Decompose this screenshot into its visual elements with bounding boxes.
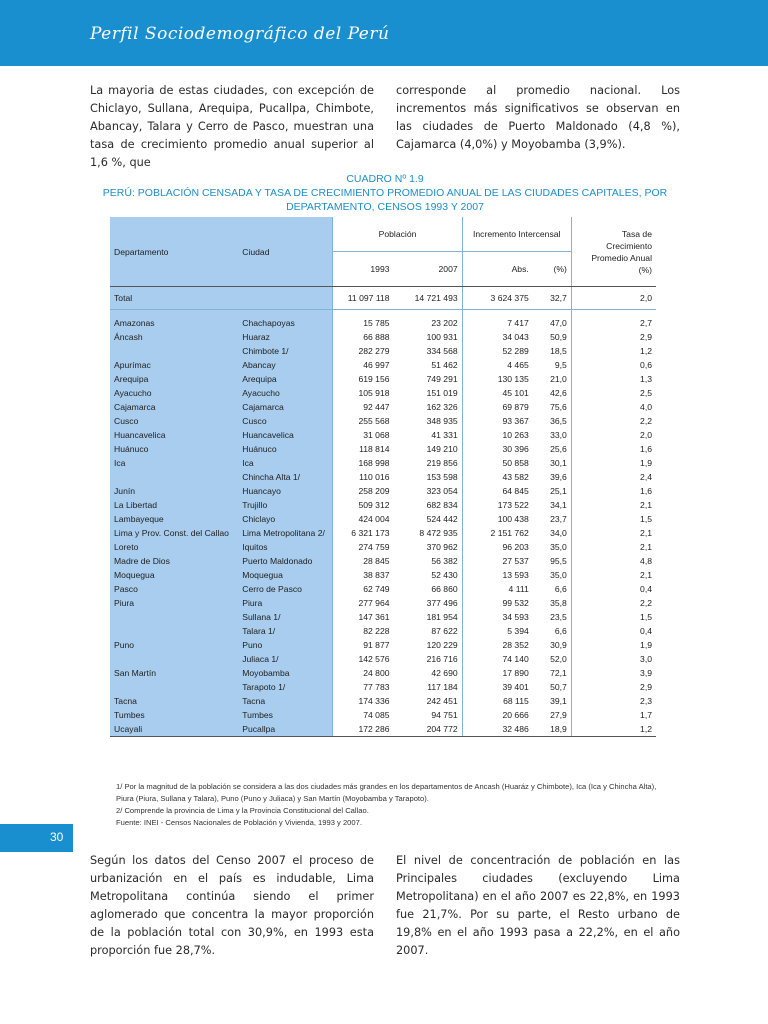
cell-tasa: 1,5 bbox=[571, 512, 656, 526]
cell-abs: 45 101 bbox=[462, 386, 533, 400]
cell-ciudad: Chiclayo bbox=[238, 512, 333, 526]
cell-2007: 219 856 bbox=[426, 458, 458, 468]
cell-departamento bbox=[110, 610, 238, 624]
cell-pct: 6,6 bbox=[554, 584, 567, 594]
cell-1993: 174 336 bbox=[333, 694, 394, 708]
cell-1993: 38 837 bbox=[333, 568, 394, 582]
cell-tasa: 1,7 bbox=[571, 708, 656, 722]
cell-ciudad: Iquitos bbox=[238, 540, 333, 554]
cell-tasa: 4,0 bbox=[571, 400, 656, 414]
table-row bbox=[110, 680, 656, 694]
table-row bbox=[110, 540, 656, 554]
cell-abs: 10 263 bbox=[462, 428, 533, 442]
cell-abs: 99 532 bbox=[462, 596, 533, 610]
cell-departamento: Arequipa bbox=[110, 372, 238, 386]
cell-2007: 100 931 bbox=[426, 332, 458, 342]
header-departamento: Departamento bbox=[110, 217, 238, 286]
cell-abs: 7 417 bbox=[462, 316, 533, 330]
cell-tasa: 1,3 bbox=[571, 372, 656, 386]
intro-paragraph-left: La mayoria de estas ciudades, con excepción de Chiclayo, Sullana, Arequipa, Pucallpa, Chimbote, Abancay, Talara y Cerro de Pasco, muestran una tasa de crecimiento promedio anual superior al 1,6 %, que bbox=[90, 84, 374, 169]
table-row bbox=[110, 456, 656, 470]
cell-departamento bbox=[110, 680, 238, 694]
cell-1993: 255 568 bbox=[333, 414, 394, 428]
cell-pct: 23,5 bbox=[550, 612, 567, 622]
cell-abs: 43 582 bbox=[462, 470, 533, 484]
cell-pct: 21,0 bbox=[550, 374, 567, 384]
cell-ciudad: Huancayo bbox=[238, 484, 333, 498]
table-row bbox=[110, 638, 656, 652]
cell-2007: 56 382 bbox=[431, 556, 458, 566]
population-table-grid bbox=[110, 217, 656, 737]
table-row bbox=[110, 554, 656, 568]
cell-2007: 52 430 bbox=[431, 570, 458, 580]
cell-pct: 23,7 bbox=[550, 514, 567, 524]
cell-1993: 110 016 bbox=[333, 470, 394, 484]
cell-pct: 42,6 bbox=[550, 388, 567, 398]
footnote-1: 1/ Por la magnitud de la población se considera a las dos ciudades más grandes en los departamentos de Ancash (Huaráz y Chimbote), Ica (Ica y Chincha Alta), Piura (Piura, Sullana y Talara), Puno (Puno y Juliaca) y San Martín (Moyobamba y Tarapoto). bbox=[116, 782, 657, 803]
cell-2007: 66 860 bbox=[431, 584, 458, 594]
header-tasa-unit: (%) bbox=[638, 264, 652, 275]
cell-departamento: Ayacucho bbox=[110, 386, 238, 400]
cell-departamento: Puno bbox=[110, 638, 238, 652]
header-pct: (%) bbox=[553, 264, 567, 274]
cell-1993: 172 286 bbox=[333, 722, 394, 737]
cell-abs: 69 879 bbox=[462, 400, 533, 414]
cell-abs: 173 522 bbox=[462, 498, 533, 512]
table-row bbox=[110, 498, 656, 512]
cell-ciudad: Piura bbox=[238, 596, 333, 610]
cell-1993: 282 279 bbox=[333, 344, 394, 358]
cell-ciudad: Cajamarca bbox=[238, 400, 333, 414]
cell-tasa: 0,4 bbox=[571, 624, 656, 638]
cell-pct: 35,0 bbox=[550, 542, 567, 552]
cell-1993: 66 888 bbox=[333, 330, 394, 344]
table-row bbox=[110, 666, 656, 680]
cell-departamento: Lima y Prov. Const. del Callao bbox=[110, 526, 238, 540]
cell-1993: 74 085 bbox=[333, 708, 394, 722]
cell-abs: 4 111 bbox=[462, 582, 533, 596]
cell-2007: 23 202 bbox=[431, 318, 458, 328]
cell-2007: 204 772 bbox=[394, 722, 463, 737]
cell-abs: 17 890 bbox=[462, 666, 533, 680]
cell-departamento: Cusco bbox=[110, 414, 238, 428]
cell-tasa: 4,8 bbox=[571, 554, 656, 568]
cell-1993: 619 156 bbox=[333, 372, 394, 386]
cell-tasa: 0,4 bbox=[571, 582, 656, 596]
cell-ciudad: Tacna bbox=[238, 694, 333, 708]
cell-1993: 147 361 bbox=[333, 610, 394, 624]
table-row bbox=[110, 512, 656, 526]
cell-1993: 77 783 bbox=[333, 680, 394, 694]
cell-pct: 33,0 bbox=[550, 430, 567, 440]
table-row bbox=[110, 652, 656, 666]
table-row bbox=[110, 484, 656, 498]
cell-2007: 149 210 bbox=[426, 444, 458, 454]
cell-pct: 36,5 bbox=[550, 416, 567, 426]
cell-pct: 30,9 bbox=[550, 640, 567, 650]
cell-tasa: 2,9 bbox=[571, 680, 656, 694]
cell-1993: 46 997 bbox=[333, 358, 394, 372]
footnote-2: 2/ Comprende la provincia de Lima y la Provincia Constitucional del Callao. bbox=[116, 806, 369, 815]
cell-departamento: Lambayeque bbox=[110, 512, 238, 526]
outro-paragraph-left: Según los datos del Censo 2007 el proceso de urbanización en el país es indudable, Lima Metropolitana continúa siendo el primer aglomerado que concentra la mayor proporción de la población total con 30,9%, en 1993 esta proporción fue 28,7%. bbox=[90, 854, 374, 957]
cell-tasa: 1,9 bbox=[571, 456, 656, 470]
cell-pct: 25,6 bbox=[550, 444, 567, 454]
cell-departamento: Amazonas bbox=[110, 316, 238, 330]
cell-abs: 28 352 bbox=[462, 638, 533, 652]
cell-departamento: Ucayali bbox=[110, 722, 238, 737]
cell-pct: 39,1 bbox=[550, 696, 567, 706]
cell-2007: 334 568 bbox=[426, 346, 458, 356]
cell-abs: 27 537 bbox=[462, 554, 533, 568]
cell-ciudad: Talara 1/ bbox=[238, 624, 333, 638]
cell-ciudad: Lima Metropolitana 2/ bbox=[238, 526, 333, 540]
cell-2007: 749 291 bbox=[426, 374, 458, 384]
cell-abs: 96 203 bbox=[462, 540, 533, 554]
cell-1993: 15 785 bbox=[333, 316, 394, 330]
intro-paragraph-right: corresponde al promedio nacional. Los incrementos más significativos se observan en las ciudades de Puerto Maldonado (4,8 %), Cajamarca (4,0%) y Moyobamba (3,9%). bbox=[396, 84, 680, 151]
cell-pct: 47,0 bbox=[550, 318, 567, 328]
table-number: CUADRO Nº 1.9 bbox=[346, 173, 424, 185]
cell-ciudad: Pucallpa bbox=[238, 722, 333, 737]
cell-abs: 30 396 bbox=[462, 442, 533, 456]
header-tasa bbox=[571, 217, 656, 286]
cell-2007: 94 751 bbox=[431, 710, 458, 720]
cell-ciudad: Tumbes bbox=[238, 708, 333, 722]
cell-ciudad: Huánuco bbox=[238, 442, 333, 456]
total-2007: 14 721 493 bbox=[394, 287, 463, 310]
cell-tasa: 2,1 bbox=[571, 540, 656, 554]
cell-tasa: 1,5 bbox=[571, 610, 656, 624]
cell-ciudad: Ayacucho bbox=[238, 386, 333, 400]
total-tasa: 2,0 bbox=[571, 287, 656, 310]
cell-abs: 34 043 bbox=[462, 330, 533, 344]
cell-2007: 42 690 bbox=[431, 668, 458, 678]
table-title: PERÚ: POBLACIÓN CENSADA Y TASA DE CRECIMIENTO PROMEDIO ANUAL DE LAS CIUDADES CAPITALES, POR DEPARTAMENTO, CENSOS 1993 Y 2007 bbox=[102, 187, 668, 213]
total-abs: 3 624 375 bbox=[462, 287, 533, 310]
table-row bbox=[110, 372, 656, 386]
cell-pct: 27,9 bbox=[550, 710, 567, 720]
cell-1993: 258 209 bbox=[333, 484, 394, 498]
cell-pct: 34,1 bbox=[550, 500, 567, 510]
cell-pct: 25,1 bbox=[550, 486, 567, 496]
table-row bbox=[110, 330, 656, 344]
cell-2007: 87 622 bbox=[431, 626, 458, 636]
total-pct: 32,7 bbox=[533, 287, 572, 310]
table-row bbox=[110, 596, 656, 610]
cell-1993: 28 845 bbox=[333, 554, 394, 568]
cell-pct: 30,1 bbox=[550, 458, 567, 468]
cell-ciudad: Chimbote 1/ bbox=[238, 344, 333, 358]
cell-departamento bbox=[110, 624, 238, 638]
cell-abs: 52 289 bbox=[462, 344, 533, 358]
table-row bbox=[110, 358, 656, 372]
cell-1993: 509 312 bbox=[333, 498, 394, 512]
cell-abs: 2 151 762 bbox=[462, 526, 533, 540]
cell-2007: 242 451 bbox=[426, 696, 458, 706]
cell-2007: 151 019 bbox=[426, 388, 458, 398]
table-row bbox=[110, 624, 656, 638]
cell-ciudad: Puno bbox=[238, 638, 333, 652]
cell-departamento: Cajamarca bbox=[110, 400, 238, 414]
cell-1993: 82 228 bbox=[333, 624, 394, 638]
cell-1993: 142 576 bbox=[333, 652, 394, 666]
table-row bbox=[110, 610, 656, 624]
cell-ciudad: Ica bbox=[238, 456, 333, 470]
cell-departamento: Ica bbox=[110, 456, 238, 470]
total-1993: 11 097 118 bbox=[333, 287, 394, 310]
page-number-tab bbox=[0, 824, 73, 852]
cell-ciudad: Moyobamba bbox=[238, 666, 333, 680]
cell-abs: 130 135 bbox=[462, 372, 533, 386]
cell-pct: 18,9 bbox=[533, 722, 572, 737]
cell-pct: 39,6 bbox=[550, 472, 567, 482]
cell-pct: 52,0 bbox=[550, 654, 567, 664]
cell-tasa: 2,4 bbox=[571, 470, 656, 484]
cell-2007: 181 954 bbox=[426, 612, 458, 622]
cell-pct: 50,7 bbox=[550, 682, 567, 692]
cell-ciudad: Trujillo bbox=[238, 498, 333, 512]
cell-pct: 75,6 bbox=[550, 402, 567, 412]
cell-ciudad: Huancavelica bbox=[238, 428, 333, 442]
population-table bbox=[110, 217, 656, 737]
cell-abs: 20 666 bbox=[462, 708, 533, 722]
cell-2007: 348 935 bbox=[426, 416, 458, 426]
cell-tasa: 2,1 bbox=[571, 498, 656, 512]
cell-tasa: 2,1 bbox=[571, 568, 656, 582]
cell-pct: 95,5 bbox=[550, 556, 567, 566]
footnote-source: Fuente: INEI - Censos Nacionales de Población y Vivienda, 1993 y 2007. bbox=[116, 818, 362, 827]
cell-abs: 50 858 bbox=[462, 456, 533, 470]
cell-tasa: 1,6 bbox=[571, 442, 656, 456]
cell-1993: 277 964 bbox=[333, 596, 394, 610]
cell-abs: 39 401 bbox=[462, 680, 533, 694]
cell-pct: 6,6 bbox=[554, 626, 567, 636]
table-row bbox=[110, 442, 656, 456]
cell-abs: 13 593 bbox=[462, 568, 533, 582]
cell-departamento: Tumbes bbox=[110, 708, 238, 722]
cell-departamento: San Martín bbox=[110, 666, 238, 680]
cell-departamento bbox=[110, 344, 238, 358]
cell-pct: 35,8 bbox=[550, 598, 567, 608]
cell-tasa: 2,9 bbox=[571, 330, 656, 344]
cell-abs: 32 486 bbox=[462, 722, 533, 737]
cell-2007: 377 496 bbox=[426, 598, 458, 608]
table-row bbox=[110, 470, 656, 484]
cell-2007: 117 184 bbox=[427, 682, 458, 692]
cell-ciudad: Cusco bbox=[238, 414, 333, 428]
cell-departamento: Huancavelica bbox=[110, 428, 238, 442]
cell-departamento: Apurímac bbox=[110, 358, 238, 372]
cell-tasa: 2,1 bbox=[571, 526, 656, 540]
cell-departamento bbox=[110, 470, 238, 484]
cell-departamento bbox=[110, 652, 238, 666]
cell-1993: 31 068 bbox=[333, 428, 394, 442]
cell-departamento: Áncash bbox=[110, 330, 238, 344]
cell-1993: 6 321 173 bbox=[333, 526, 394, 540]
table-row bbox=[110, 428, 656, 442]
table-row bbox=[110, 316, 656, 330]
cell-abs: 4 465 bbox=[462, 358, 533, 372]
cell-1993: 105 918 bbox=[333, 386, 394, 400]
cell-tasa: 2,2 bbox=[571, 414, 656, 428]
cell-ciudad: Abancay bbox=[238, 358, 333, 372]
cell-1993: 118 814 bbox=[333, 442, 394, 456]
cell-1993: 92 447 bbox=[333, 400, 394, 414]
header-incremento: Incremento Intercensal bbox=[462, 217, 571, 252]
header-tasa-label: Tasa de Crecimiento Promedio Anual bbox=[591, 228, 652, 263]
cell-departamento: Piura bbox=[110, 596, 238, 610]
cell-tasa: 2,7 bbox=[571, 316, 656, 330]
cell-abs: 5 394 bbox=[462, 624, 533, 638]
cell-pct: 9,5 bbox=[554, 360, 567, 370]
table-row bbox=[110, 414, 656, 428]
cell-ciudad: Sullana 1/ bbox=[238, 610, 333, 624]
total-label: Total bbox=[110, 287, 238, 310]
cell-departamento: Pasco bbox=[110, 582, 238, 596]
cell-departamento: Junín bbox=[110, 484, 238, 498]
cell-2007: 682 834 bbox=[426, 500, 458, 510]
cell-ciudad: Huaraz bbox=[238, 330, 333, 344]
cell-abs: 100 438 bbox=[462, 512, 533, 526]
cell-tasa: 3,0 bbox=[571, 652, 656, 666]
cell-departamento: Madre de Dios bbox=[110, 554, 238, 568]
cell-pct: 72,1 bbox=[550, 668, 567, 678]
cell-ciudad: Chachapoyas bbox=[238, 316, 333, 330]
cell-tasa: 2,2 bbox=[571, 596, 656, 610]
cell-abs: 93 367 bbox=[462, 414, 533, 428]
cell-departamento: Moquegua bbox=[110, 568, 238, 582]
cell-ciudad: Cerro de Pasco bbox=[238, 582, 333, 596]
cell-2007: 162 326 bbox=[426, 402, 458, 412]
cell-1993: 91 877 bbox=[333, 638, 394, 652]
header-abs: Abs. bbox=[462, 252, 533, 287]
cell-2007: 323 054 bbox=[426, 486, 458, 496]
outro-paragraph-right: El nivel de concentración de población en las Principales ciudades (excluyendo Lima Metropolitana) en el año 2007 es 22,8%, en 1993 fue 21,7%. Por su parte, el Resto urbano de 19,8% en el año 1993 pasa a 22,2%, en el año 2007. bbox=[396, 854, 680, 957]
cell-1993: 424 004 bbox=[333, 512, 394, 526]
publication-title: Perfil Sociodemográfico del Perú bbox=[90, 24, 390, 44]
cell-2007: 153 598 bbox=[426, 472, 458, 482]
page-header bbox=[0, 0, 768, 66]
cell-tasa: 1,9 bbox=[571, 638, 656, 652]
cell-tasa: 1,6 bbox=[571, 484, 656, 498]
cell-2007: 524 442 bbox=[426, 514, 458, 524]
cell-pct: 18,5 bbox=[550, 346, 567, 356]
table-footnotes bbox=[116, 781, 676, 829]
table-row bbox=[110, 568, 656, 582]
cell-2007: 41 331 bbox=[431, 430, 458, 440]
cell-2007: 370 962 bbox=[426, 542, 458, 552]
table-row bbox=[110, 708, 656, 722]
table-row-total bbox=[110, 287, 656, 310]
cell-1993: 274 759 bbox=[333, 540, 394, 554]
cell-abs: 34 593 bbox=[462, 610, 533, 624]
cell-ciudad: Arequipa bbox=[238, 372, 333, 386]
table-row bbox=[110, 400, 656, 414]
cell-pct: 50,9 bbox=[550, 332, 567, 342]
cell-2007: 120 229 bbox=[426, 640, 458, 650]
cell-departamento: Huánuco bbox=[110, 442, 238, 456]
cell-departamento: Loreto bbox=[110, 540, 238, 554]
cell-tasa: 2,0 bbox=[571, 428, 656, 442]
cell-1993: 24 800 bbox=[333, 666, 394, 680]
table-row bbox=[110, 344, 656, 358]
table-row bbox=[110, 386, 656, 400]
cell-tasa: 2,3 bbox=[571, 694, 656, 708]
cell-departamento: Tacna bbox=[110, 694, 238, 708]
header-2007: 2007 bbox=[438, 264, 458, 274]
cell-abs: 64 845 bbox=[462, 484, 533, 498]
table-row bbox=[110, 582, 656, 596]
cell-pct: 35,0 bbox=[550, 570, 567, 580]
table-row bbox=[110, 722, 656, 737]
cell-ciudad: Tarapoto 1/ bbox=[238, 680, 333, 694]
cell-ciudad: Juliaca 1/ bbox=[238, 652, 333, 666]
cell-departamento: La Libertad bbox=[110, 498, 238, 512]
cell-1993: 62 749 bbox=[333, 582, 394, 596]
cell-pct: 34,0 bbox=[550, 528, 567, 538]
cell-ciudad: Chincha Alta 1/ bbox=[238, 470, 333, 484]
cell-ciudad: Moquegua bbox=[238, 568, 333, 582]
cell-tasa: 3,9 bbox=[571, 666, 656, 680]
cell-2007: 8 472 935 bbox=[419, 528, 458, 538]
cell-2007: 51 462 bbox=[431, 360, 458, 370]
cell-tasa: 1,2 bbox=[571, 722, 656, 737]
cell-abs: 74 140 bbox=[462, 652, 533, 666]
cell-2007: 216 716 bbox=[426, 654, 458, 664]
table-body bbox=[110, 287, 656, 737]
header-ciudad: Ciudad bbox=[238, 217, 333, 286]
cell-tasa: 0,6 bbox=[571, 358, 656, 372]
page-number: 30 bbox=[50, 830, 64, 844]
cell-1993: 168 998 bbox=[333, 456, 394, 470]
table-row bbox=[110, 526, 656, 540]
header-poblacion: Población bbox=[333, 217, 462, 252]
cell-ciudad: Puerto Maldonado bbox=[238, 554, 333, 568]
cell-tasa: 2,5 bbox=[571, 386, 656, 400]
cell-tasa: 1,2 bbox=[571, 344, 656, 358]
header-1993: 1993 bbox=[333, 252, 394, 287]
table-row bbox=[110, 694, 656, 708]
cell-abs: 68 115 bbox=[462, 694, 533, 708]
